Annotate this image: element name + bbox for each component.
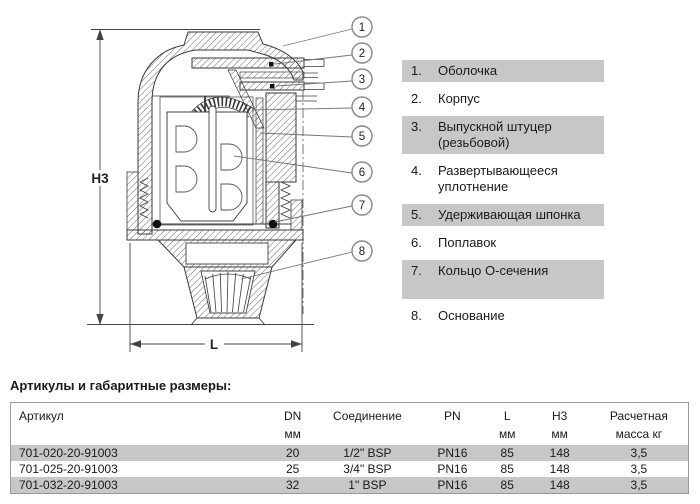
svg-text:6: 6	[358, 167, 366, 179]
legend-item-number: 1.	[411, 63, 422, 78]
o-ring-left	[153, 220, 162, 229]
spec-section	[10, 378, 689, 494]
table-cell: 3,5	[630, 462, 648, 476]
flange	[127, 230, 303, 240]
table-cell: 3,5	[630, 446, 648, 460]
column-header: L мм	[498, 409, 516, 441]
legend-item	[402, 160, 604, 198]
table-cell: 20	[285, 446, 300, 460]
table-cell: 148	[549, 478, 570, 492]
table-cell: PN16	[437, 478, 468, 492]
svg-text:7: 7	[358, 200, 366, 212]
table-header-row	[11, 403, 688, 445]
column-header: Артикул	[19, 409, 64, 423]
valve-cross-section-drawing	[0, 0, 400, 370]
legend-item-number: 6.	[411, 235, 422, 250]
legend-item-number: 3.	[411, 119, 422, 134]
table-cell: PN16	[437, 446, 468, 460]
column-header: DN мм	[283, 409, 302, 441]
table-cell: 32	[285, 478, 300, 492]
table-cell: 3/4" BSP	[343, 462, 392, 476]
body-right-wall	[266, 93, 296, 182]
legend-item-label: Развертывающееся уплотнение	[438, 163, 558, 194]
legend-item-label: Корпус	[438, 91, 480, 106]
table-cell: 701-025-20-91003	[19, 462, 118, 476]
legend-item-number: 7.	[411, 263, 422, 278]
table-cell: 1" BSP	[348, 478, 387, 492]
legend-item	[402, 60, 604, 82]
legend-item	[402, 260, 604, 299]
outlet-fitting	[192, 58, 324, 90]
legend-item-label: Удерживающая шпонка	[438, 207, 581, 222]
svg-text:8: 8	[358, 246, 366, 258]
legend-item-number: 5.	[411, 207, 422, 222]
legend-item	[402, 116, 604, 154]
legend-item	[402, 88, 604, 110]
callout-4	[352, 97, 372, 117]
table-cell: 148	[549, 446, 570, 460]
column-header: H3 мм	[551, 409, 568, 441]
base-section	[158, 240, 296, 325]
table-cell: 1/2" BSP	[343, 446, 392, 460]
svg-text:2: 2	[358, 48, 366, 60]
table-row	[11, 477, 688, 493]
legend-item	[402, 204, 604, 226]
legend-item-label: Оболочка	[438, 63, 498, 78]
column-header: Расчетная масса кг	[609, 409, 668, 441]
dim-l-label: L	[209, 337, 219, 352]
dim-h3-label: H3	[91, 171, 109, 186]
legend-item	[402, 305, 604, 327]
legend-item-label: Поплавок	[438, 235, 497, 250]
table-cell: 85	[500, 462, 514, 476]
legend-item-label: Основание	[438, 308, 505, 323]
svg-text:1: 1	[358, 22, 366, 34]
legend-item-number: 4.	[411, 163, 422, 178]
table-cell: 701-020-20-91003	[19, 446, 118, 460]
legend-item	[402, 232, 604, 254]
callouts	[352, 17, 372, 261]
float	[167, 106, 247, 221]
table-cell: 25	[285, 462, 300, 476]
callout-7	[352, 195, 372, 215]
table-title: Артикулы и габаритные размеры:	[10, 378, 232, 393]
table-cell: 3,5	[630, 478, 648, 492]
table-cell: PN16	[437, 462, 468, 476]
table-cell: 85	[500, 478, 514, 492]
table-row	[11, 445, 688, 461]
table-cell: 85	[500, 446, 514, 460]
legend-item-label: Кольцо О-сечения	[438, 263, 549, 278]
table-cell: 148	[549, 462, 570, 476]
spec-table	[10, 402, 689, 494]
callout-6	[352, 162, 372, 182]
column-header: Соединение	[333, 409, 402, 423]
table-row	[11, 461, 688, 477]
o-ring-right	[269, 220, 278, 229]
callout-1	[352, 17, 372, 37]
callout-5	[352, 126, 372, 146]
legend-item-number: 8.	[411, 308, 422, 323]
legend-item-label: Выпускной штуцер (резьбовой)	[438, 119, 552, 150]
legend-item-number: 2.	[411, 91, 422, 106]
svg-text:3: 3	[358, 74, 366, 86]
svg-text:5: 5	[358, 131, 366, 143]
column-header: PN	[444, 409, 461, 423]
callout-8	[352, 241, 372, 261]
valve-body	[127, 32, 324, 325]
table-cell: 701-032-20-91003	[19, 478, 118, 492]
callout-3	[352, 69, 372, 89]
svg-text:4: 4	[358, 102, 366, 114]
parts-legend	[402, 60, 604, 333]
callout-2	[352, 43, 372, 63]
